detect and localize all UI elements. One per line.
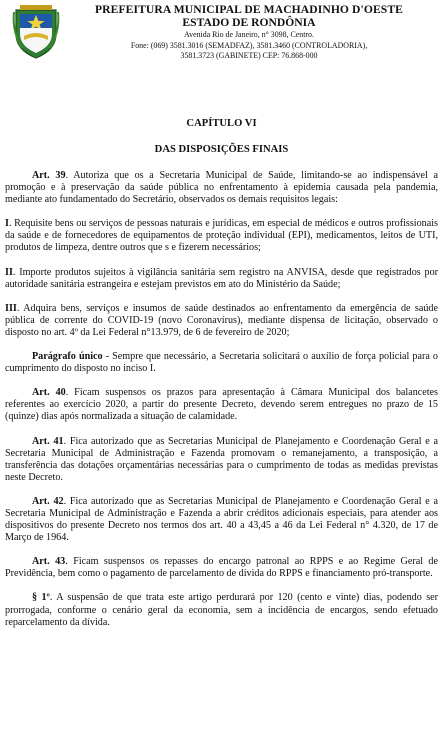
phone-line: Fone: (069) 3581.3016 (SEMADFAZ), 3581.3460 (CONTROLADORIA), — [130, 40, 368, 50]
article-text: . Ficam suspensos os prazos para apresentação à Câmara Municipal dos balancetes referentes ao exercício 2020, a partir do presente Decreto, devendo serem entregues no prazo de 15 (quinze) dias após normalizada a situação de calamidade. — [5, 387, 438, 423]
article-41 — [5, 436, 438, 484]
municipal-coat-of-arms — [12, 4, 60, 60]
article-text: . Fica autorizado que as Secretarias Municipal de Planejamento e Coordenação Geral e a Secretaria Municipal de Administração e Fazenda a abrir créditos adicionais especiais, para atender aos dispositivos do presente Decreto nos termos dos art. 40 a 43,45 a 46 da Lei Federal n° 4.320, de 17 de Março de 1964. — [5, 495, 438, 544]
paragraph-text: - Sempre que necessário, a Secretaria solicitará o auxílio de força policial para o cumprimento do disposto no inciso I. — [5, 351, 438, 375]
sole-paragraph — [5, 351, 438, 375]
article-label: Art. 42 — [32, 495, 64, 507]
article-label: Art. 39 — [32, 170, 66, 181]
letterhead — [0, 0, 446, 98]
paragraph-1 — [5, 592, 438, 628]
article-40 — [5, 387, 438, 423]
address-line: Avenida Rio de Janeiro, n° 3098, Centro. — [184, 30, 314, 39]
article-label: Art. 41 — [32, 435, 64, 447]
article-text: . Autoriza que os a Secretaria Municipal de Saúde, limitando-se ao indispensável a promoção e à preservação da saúde pública no enfrentamento à epidemia causada pela pandemia, mediante ato fundamentado do Secretário, observados os demais requisitos legais: — [5, 170, 438, 206]
item-text: . Adquira bens, serviços e insumos de saúde destinados ao enfrentamento da emergência de saúde pública de corrente do COVID-19 (novo Coronavírus), mediante dispensa de licitação, observado o disposto no art. 4º da Lei Federal n°13.979, de 6 de fevereiro de 2020; — [5, 302, 438, 338]
municipality-name: PREFEITURA MUNICIPAL DE MACHADINHO D'OESTE — [94, 3, 404, 16]
chapter-heading: CAPÍTULO VI — [186, 118, 257, 129]
article-43 — [5, 556, 438, 580]
article-label: Art. 43 — [32, 556, 66, 568]
article-text: . Ficam suspensos os repasses do encargo patronal ao RPPS e ao Regime Geral de Previdência, bem como o pagamento de parcelamento de dívida do RPPS e financiamento pró-transporte. — [5, 556, 438, 580]
item-i — [5, 218, 438, 254]
article-label: Art. 40 — [32, 387, 66, 399]
item-label: III — [5, 302, 17, 314]
phone-cep-line: 3581.3723 (GABINETE) CEP: 76.868-000 — [180, 51, 318, 61]
section-heading: DAS DISPOSIÇÕES FINAIS — [154, 144, 289, 155]
letterhead-text — [62, 3, 436, 61]
paragraph-label: Parágrafo único — [32, 351, 103, 363]
state-name: ESTADO DE RONDÔNIA — [182, 16, 316, 29]
item-text: . Importe produtos sujeitos à vigilância sanitária sem registro na ANVISA, desde que registrados por autoridade sanitária estrangeira e estejam previstos em ato do Ministério da Saúde; — [5, 266, 438, 290]
article-text: . Fica autorizado que as Secretarias Municipal de Planejamento e Coordenação Geral e a Secretaria Municipal de Administração e Fazenda promovam o remanejamento, a transposição, a transferência das dotações orçamentárias necessárias para o cumprimento de todas as medidas previstas neste Decreto. — [5, 435, 438, 483]
document-body — [5, 118, 438, 641]
article-42 — [5, 496, 438, 544]
item-label: II — [5, 266, 13, 278]
item-text: . Requisite bens ou serviços de pessoas naturais e jurídicas, em especial de médicos e outros profissionais da saúde e de fornecedores de equipamentos de proteção individual (EPI), medicamentos, leitos de UTI, produtos de limpeza, dentre outros que s e fizerem necessários; — [5, 218, 438, 254]
paragraph-text: . A suspensão de que trata este artigo perdurará por 120 (cento e vinte) dias, podendo ser prorrogada, conforme o cenário geral da economia, sem a incidência de encargos, sendo efetuado reparcelamento da dívida. — [5, 592, 438, 628]
item-iii — [5, 303, 438, 339]
paragraph-label: § 1º — [32, 592, 50, 604]
item-ii — [5, 267, 438, 291]
article-39 — [5, 170, 438, 206]
item-label: I — [5, 218, 9, 230]
